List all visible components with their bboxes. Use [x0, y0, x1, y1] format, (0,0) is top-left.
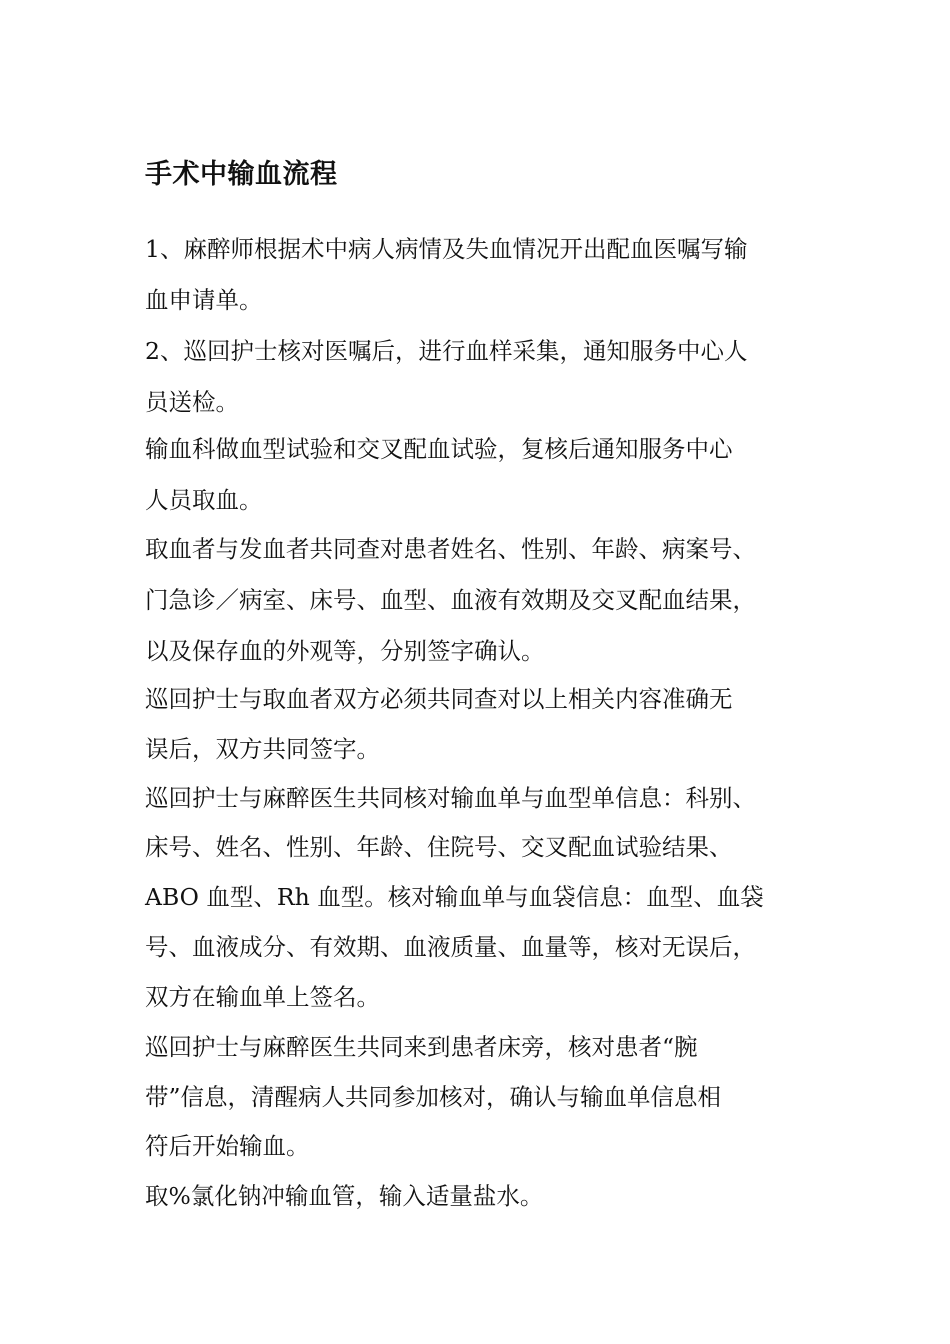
body-line-6: 人员取血。	[145, 486, 263, 514]
body-line-5: 输血科做血型试验和交叉配血试验，复核后通知服务中心	[145, 435, 733, 463]
body-line-9: 以及保存血的外观等，分别签字确认。	[145, 637, 545, 665]
body-line-15: 号、血液成分、有效期、血液质量、血量等，核对无误后，	[145, 933, 756, 961]
body-line-8: 门急诊／病室、床号、血型、血液有效期及交叉配血结果，	[145, 586, 756, 614]
body-line-10: 巡回护士与取血者双方必须共同查对以上相关内容准确无	[145, 685, 733, 713]
body-line-16: 双方在输血单上签名。	[145, 983, 380, 1011]
body-line-3: 2、巡回护士核对医嘱后，进行血样采集，通知服务中心人	[145, 337, 748, 365]
body-line-1: 1、麻醉师根据术中病人病情及失血情况开出配血医嘱写输	[145, 235, 748, 263]
body-line-7: 取血者与发血者共同查对患者姓名、性别、年龄、病案号、	[145, 535, 756, 563]
body-line-11: 误后，双方共同签字。	[145, 735, 380, 763]
body-line-12: 巡回护士与麻醉医生共同核对输血单与血型单信息：科别、	[145, 784, 756, 812]
body-line-4: 员送检。	[145, 388, 239, 416]
body-line-20: 取%氯化钠冲输血管，输入适量盐水。	[145, 1182, 544, 1210]
body-line-18: 带”信息，清醒病人共同参加核对，确认与输血单信息相	[145, 1083, 722, 1111]
body-line-17: 巡回护士与麻醉医生共同来到患者床旁，核对患者“腕	[145, 1033, 698, 1061]
body-line-19: 符后开始输血。	[145, 1132, 310, 1160]
body-line-14: ABO 血型、Rh 血型。核对输血单与血袋信息：血型、血袋	[145, 883, 764, 911]
body-line-13: 床号、姓名、性别、年龄、住院号、交叉配血试验结果、	[145, 833, 733, 861]
document-title: 手术中输血流程	[145, 159, 338, 190]
body-line-2: 血申请单。	[145, 286, 263, 314]
